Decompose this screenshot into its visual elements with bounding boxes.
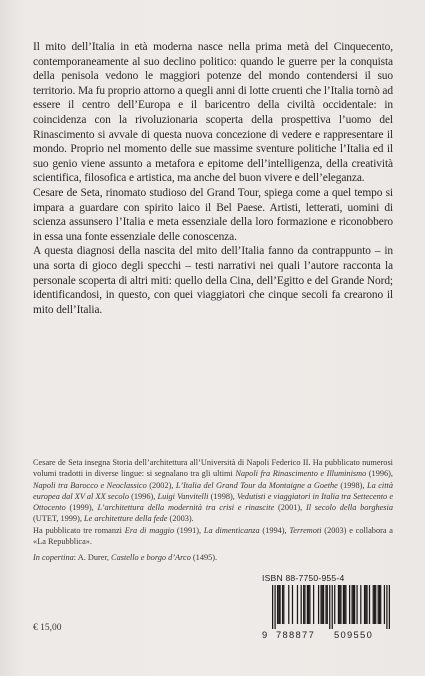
barcode-bar [365, 585, 366, 624]
barcode-bar [322, 585, 323, 624]
author-bio [33, 457, 393, 547]
barcode-bar [354, 585, 355, 624]
barcode-bar [304, 585, 305, 624]
barcode-bar [374, 585, 375, 624]
barcode-bar [344, 585, 345, 624]
barcode-bar [345, 585, 346, 624]
barcode-bar [351, 585, 352, 624]
barcode-bar [318, 585, 319, 624]
barcode-bar [308, 585, 309, 624]
price-label: € 15,00 [33, 623, 62, 633]
author-bio-paragraph-1: Cesare de Seta insegna Storia dell’architettura all’Università di Napoli Federico II. Ha pubblicato numerosi volumi tradotti in diverse lingue: si segnalano tra gli ultimi Napoli fra Rinascimento e Illuminismo (1996), Napoli tra Barocco e Neoclassico (2002), L’Italia del Grand Tour da Montaigne a Goethe (1998), La città europea dal XV al XX secolo (1996), Luigi Vanvitelli (1998), Vedutisti e viaggiatori in Italia tra Settecento e Ottocento (1999), L’architettura della modernità tra crisi e rinascite (2001), Il secolo della borghesia (UTET, 1999), Le architetture della fede (2003). [33, 458, 394, 524]
synopsis-paragraph-3: A questa diagnosi della nascita del mito dell’Italia fanno da contrappunto – in una sorta di gioco degli specchi – testi narrativi nei quali l’autore racconta la personale scoperta di altri miti: quello della Cina, dell’Egitto e del Grande Nord; identificandosi, in questo, con quei viaggiatori che cinque secoli fa crearono il mito dell’Italia. [33, 245, 393, 316]
barcode-bar [356, 585, 357, 624]
barcode-bar [373, 585, 374, 624]
barcode-bar [313, 585, 314, 624]
barcode-bar [282, 585, 283, 624]
barcode-bar [343, 585, 344, 624]
barcode-bar [339, 585, 340, 624]
barcode-bar [272, 585, 273, 629]
barcode-bar [364, 585, 365, 624]
barcode-bar [360, 585, 361, 624]
barcode-bar [288, 585, 289, 624]
barcode-bar [369, 585, 370, 624]
barcode-icon [272, 585, 390, 629]
barcode-bar [378, 585, 379, 624]
ean-left-group: 788877 [276, 629, 316, 640]
barcode-bar [292, 585, 293, 624]
barcode-bar [303, 585, 304, 624]
barcode-bar [329, 585, 330, 629]
barcode-bar [301, 585, 302, 624]
barcode-bar [277, 585, 278, 624]
barcode-bar [334, 585, 335, 624]
barcode-bar [375, 585, 376, 624]
barcode-bar [320, 585, 321, 624]
barcode-bar [389, 585, 390, 629]
barcode-bar [338, 585, 339, 624]
barcode-bar [386, 585, 387, 629]
barcode-bar [307, 585, 308, 624]
barcode-bar [366, 585, 367, 624]
synopsis-paragraph-2: Cesare de Seta, rinomato studioso del Grand Tour, spiega come a quel tempo si impara a guardare con spirito laico il Bel Paese. Artisti, letterati, uomini di scienza assunsero l’Italia e meta essenziale della loro formazione e riconobbero in essa una fonte essenziale delle conoscenza. [33, 186, 393, 243]
synopsis-text [33, 40, 393, 317]
barcode-bar [279, 585, 280, 624]
barcode-bar [332, 585, 333, 629]
barcode-bar [323, 585, 324, 624]
barcode-bar [278, 585, 279, 624]
barcode-bar [379, 585, 380, 624]
barcode-bar [325, 585, 326, 624]
barcode-bar [297, 585, 298, 624]
ean-first-digit: 9 [262, 629, 269, 640]
barcode-bar [327, 585, 328, 624]
barcode-bar [384, 585, 385, 624]
barcode-bar [349, 585, 350, 624]
barcode-bar [353, 585, 354, 624]
author-bio-paragraph-2: Ha pubblicato tre romanzi Era di maggio (1991), La dimenticanza (1994), Terremoti (2003) e collabora a «La Repubblica». [33, 525, 393, 547]
synopsis-paragraph-1: Il mito dell’Italia in età moderna nasce nella prima metà del Cinquecento, contemporaneamente al suo declino politico: quando le guerre per la conquista della penisola vedono le maggiori potenze del mondo contendersi il suo territorio. Ma fu proprio attorno a quegli anni di lotte cruenti che l’Italia tornò ad essere il centro dell’Europa e il baricentro della civiltà occidentale: in coincidenza con la rivoluzionaria scoperta della prospettiva l’uomo del Rinascimento si avvale di questa nuova concezione di vedere e rappresentare il mondo. Proprio nel momento delle sue massime sventure politiche l’Italia ed il suo genio viene assunto a metafora e epitome dell’intelligenza, della creatività scientifica, filosofica e artistica, ma anche del buon vivere e dell’eleganza. [33, 41, 393, 185]
barcode-bar [283, 585, 284, 624]
barcode-bar [380, 585, 381, 624]
ean-right-group: 509550 [334, 629, 374, 640]
barcode-bar [309, 585, 310, 624]
barcode-bar [340, 585, 341, 624]
barcode-block [262, 573, 393, 642]
cover-credit: In copertina: A. Durer, Castello e borgo d’Arco (1495). [33, 553, 218, 562]
isbn-label: ISBN 88-7750-955-4 [262, 573, 345, 583]
barcode-bar [274, 585, 275, 629]
